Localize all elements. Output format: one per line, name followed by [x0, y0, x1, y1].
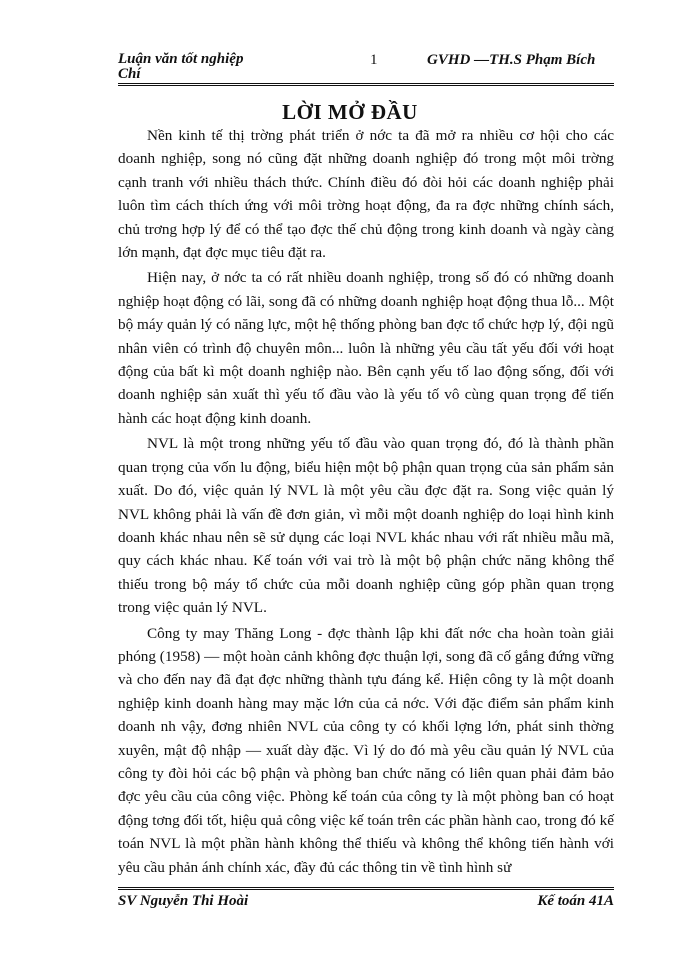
- page-footer: [118, 893, 614, 913]
- page-title: LỜI MỞ ĐẦU: [282, 100, 418, 124]
- supervisor-name: GVHD —TH.S Phạm Bích: [427, 52, 596, 68]
- footer-divider: [118, 887, 614, 890]
- student-name: SV Nguyễn Thi Hoài: [118, 893, 249, 909]
- page-number: 1: [370, 52, 378, 68]
- paragraph-2: Hiện nay, ở nớc ta có rất nhiều doanh nghiệp, trong số đó có những doanh nghiệp hoạt động có lãi, song đã có những doanh nghiệp hoạt động thua lỗ... Một bộ máy quản lý có năng lực, một hệ thống phòng ban đợc tổ chức hợp lý, đội ngũ nhân viên có trình độ chuyên môn... luôn là những yêu cầu tất yếu đối với hoạt động của bất kì một doanh nghiệp nào. Bên cạnh yếu tố lao động sống, đối với doanh nghiệp sản xuất thì yếu tố đầu vào là yếu tố vô cùng quan trọng để tiến hành các hoạt động kinh doanh.: [118, 269, 614, 427]
- thesis-title-line2: Chí: [118, 66, 141, 82]
- thesis-title: [118, 52, 268, 82]
- page-header: [118, 52, 618, 92]
- student-class: Kế toán 41A: [537, 893, 614, 909]
- header-divider: [118, 83, 614, 86]
- thesis-title-line1: Luận văn tốt nghiệp: [118, 51, 244, 67]
- paragraph-4: Công ty may Thăng Long - đợc thành lập khi đất nớc cha hoàn toàn giải phóng (1958) — một hoàn cảnh không đợc thuận lợi, song đã cố gắng đứng vững và cho đến nay đã đạt đợc những thành tựu đáng kể. Hiện công ty là một doanh nghiệp kinh doanh hàng may mặc lớn của cả nớc. Với đặc điểm sản phẩm kinh doanh nh vậy, đơng nhiên NVL của công ty có khối lợng lớn, phát sinh thờng xuyên, mật độ nhập — xuất dày đặc. Vì lý do đó mà yêu cầu quản lý NVL của công ty đòi hỏi các bộ phận và phòng ban chức năng có liên quan phải đảm bảo đợc yêu cầu của công việc. Phòng kế toán của công ty là một phòng ban có hoạt động tơng đối tốt, hiệu quả công việc kế toán trên các phần hành cao, trong đó kế toán NVL là một phần hành không thể thiếu và không thể không tiến hành với yêu cầu phản ánh chính xác, đầy đủ các thông tin về tình hình sử: [118, 624, 614, 876]
- paragraph-1: Nền kinh tế thị trờng phát triển ở nớc ta đã mở ra nhiều cơ hội cho các doanh nghiệp, song nó cũng đặt những doanh nghiệp đó trong một môi trờng cạnh tranh với nhiều thách thức. Chính điều đó đòi hỏi các doanh nghiệp phải luôn tìm cách thích ứng với môi trờng hoạt động, đa ra đợc những chính sách, chủ trơng hợp lý để có thể tạo đợc thế chủ động trong kinh doanh và ngày càng lớn mạnh, đạt đợc mục tiêu đặt ra.: [118, 127, 614, 262]
- paragraph-3: NVL là một trong những yếu tố đầu vào quan trọng đó, đó là thành phần quan trọng của vốn lu động, biểu hiện một bộ phận quan trọng của sản phẩm sản xuất. Do đó, việc quản lý NVL là một yêu cầu đợc đặt ra. Song việc quản lý NVL không phải là vấn đề đơn giản, vì mỗi một doanh nghiệp do loại hình kinh doanh khác nhau nên sẽ sử dụng các loại NVL khác nhau với rất nhiều mẫu mã, quy cách khác nhau. Kế toán với vai trò là một bộ phận chức năng không thể thiếu trong bộ máy tổ chức của mỗi doanh nghiệp cũng góp phần quan trọng trong việc quản lý NVL.: [118, 435, 614, 617]
- body-text: [118, 124, 614, 881]
